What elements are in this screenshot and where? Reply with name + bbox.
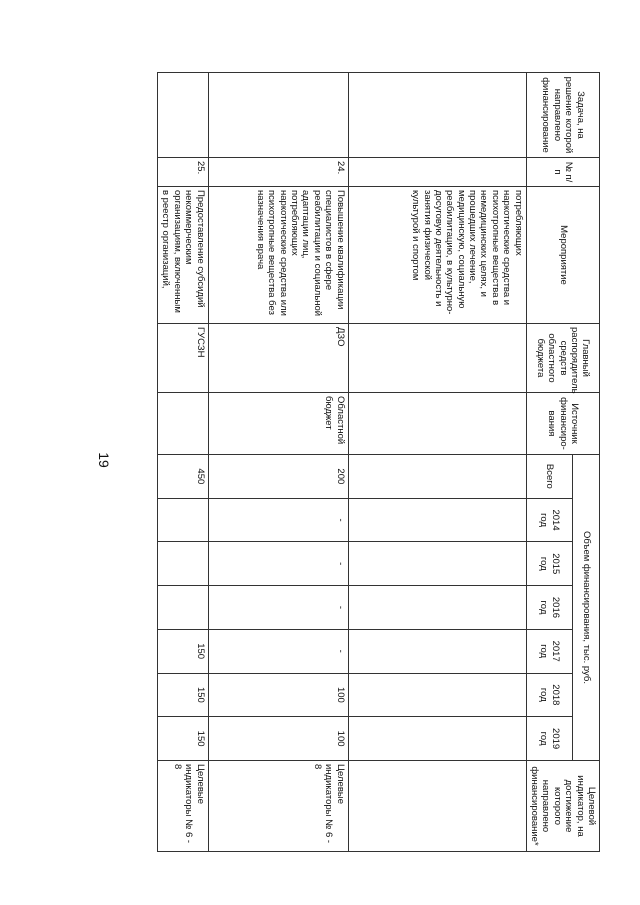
cell-task (348, 73, 526, 158)
header-year-2015: 2015 год (526, 542, 572, 586)
cell-indicator (348, 761, 526, 852)
cell-total (348, 455, 526, 499)
cell-2017: - (208, 629, 348, 673)
cell-source (158, 393, 209, 455)
cell-total: 200 (208, 455, 348, 499)
cell-2014: - (208, 498, 348, 542)
cell-indicator: Целевые индикаторы № 6 - 8 (158, 761, 209, 852)
header-year-2014: 2014 год (526, 498, 572, 542)
header-manager: Главный распорядитель средств областного бюджета (526, 324, 599, 393)
cell-2014 (158, 498, 209, 542)
cell-2015 (158, 542, 209, 586)
cell-2018: 100 (208, 673, 348, 717)
cell-manager: ДЗО (208, 324, 348, 393)
cell-2015: - (208, 542, 348, 586)
cell-2017: 150 (158, 629, 209, 673)
page-number: 19 (95, 452, 112, 468)
cell-2018: 150 (158, 673, 209, 717)
cell-2014 (348, 498, 526, 542)
cell-2018 (348, 673, 526, 717)
cell-measure: потребляющих наркотические средства и психотропные вещества в немедицинских целях, и прошедших лечение, медицинскую, социальную реабилитацию, в культурно-досуговую деятельность и занятия физической культурой и спортом (348, 187, 526, 324)
header-row (572, 73, 599, 852)
header-year-2016: 2016 год (526, 586, 572, 630)
cell-2019: 100 (208, 717, 348, 761)
cell-measure: Повышение квалификации специалистов в сфере реабилитации и социальной адаптации лиц, потребляющих наркотические средства или психотропные вещества без назначения врача (208, 187, 348, 324)
cell-2017 (348, 629, 526, 673)
header-no: № п/п (526, 158, 599, 187)
cell-manager (348, 324, 526, 393)
header-indicator: Целевой индикатор, на достижение которого направлено финансирование* (526, 761, 599, 852)
header-total: Всего (526, 455, 572, 499)
table-row (158, 73, 209, 852)
header-task: Задача, на решение которой направлено финансирование (526, 73, 599, 158)
header-source: Источник финансиро-вания (526, 393, 599, 455)
cell-total: 450 (158, 455, 209, 499)
cell-task (158, 73, 209, 158)
cell-2019: 150 (158, 717, 209, 761)
cell-source: Областной бюджет (208, 393, 348, 455)
header-measure: Мероприятие (526, 187, 599, 324)
header-year-2018: 2018 год (526, 673, 572, 717)
cell-no: 25. (158, 158, 209, 187)
financing-table (157, 72, 600, 852)
cell-manager: ГУСЗН (158, 324, 209, 393)
header-year-2017: 2017 год (526, 629, 572, 673)
cell-2019 (348, 717, 526, 761)
cell-measure: Предоставление субсидий некоммерческим организациям, включенным в реестр организаций, (158, 187, 209, 324)
header-year-2019: 2019 год (526, 717, 572, 761)
cell-no (348, 158, 526, 187)
table-row (208, 73, 348, 852)
cell-2016: - (208, 586, 348, 630)
cell-no: 24. (208, 158, 348, 187)
cell-2016 (158, 586, 209, 630)
cell-task (208, 73, 348, 158)
cell-source (348, 393, 526, 455)
rotated-sheet (160, 72, 600, 852)
header-volume: Объем финансирования, тыс. руб. (572, 455, 599, 761)
cell-2016 (348, 586, 526, 630)
cell-2015 (348, 542, 526, 586)
cell-indicator: Целевые индикаторы № 6 - 8 (208, 761, 348, 852)
table-row (348, 73, 526, 852)
